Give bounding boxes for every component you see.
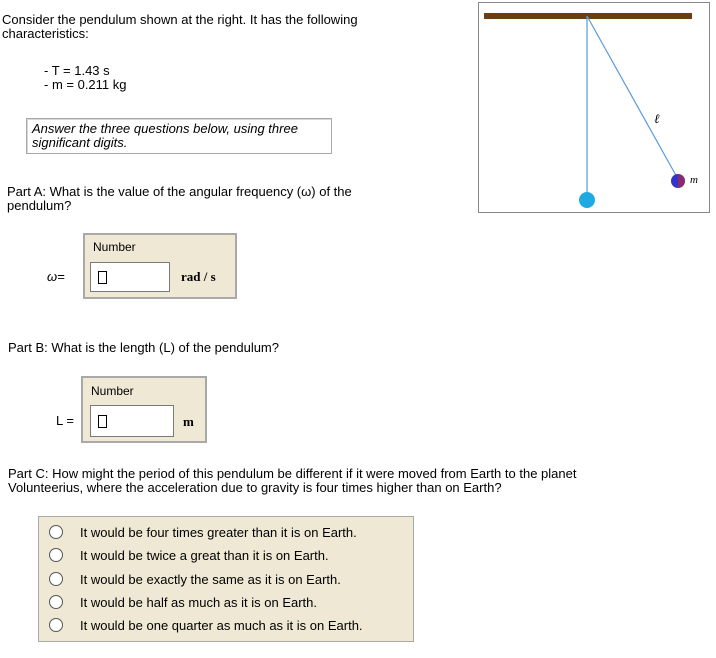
- part-c-question: Part C: How might the period of this pendulum be different if it were moved from Earth to the planet: [8, 466, 577, 481]
- radio-button[interactable]: [49, 548, 63, 562]
- part-b-question-text: What is the length (L) of the pendulum?: [51, 340, 279, 355]
- characteristic-mass: - m = 0.211 kg: [44, 77, 127, 92]
- radio-button[interactable]: [49, 572, 63, 586]
- text-cursor-icon: [98, 271, 107, 284]
- part-a-number-panel: [83, 233, 237, 299]
- swing-bob-accent: [678, 174, 685, 188]
- choice-twice-greater[interactable]: [39, 545, 413, 567]
- choice-label: It would be one quarter as much as it is on Earth.: [80, 618, 363, 633]
- mass-label: m: [690, 174, 698, 186]
- instructions-line-2: significant digits.: [32, 135, 128, 150]
- swing-string: [587, 16, 678, 179]
- length-input[interactable]: [90, 405, 174, 437]
- radio-button[interactable]: [49, 595, 63, 609]
- rest-bob: [579, 192, 595, 208]
- radio-button[interactable]: [49, 525, 63, 539]
- length-variable-label: L =: [56, 413, 74, 428]
- part-b-unit: m: [183, 414, 194, 429]
- characteristic-period: - T = 1.43 s: [44, 63, 110, 78]
- radio-button[interactable]: [49, 618, 63, 632]
- part-a-question: Part A: What is the value of the angular frequency (ω) of the: [7, 184, 352, 199]
- part-a-question-line-2: pendulum?: [7, 198, 72, 213]
- choice-half[interactable]: [39, 592, 413, 614]
- intro-line-1: Consider the pendulum shown at the right. It has the following: [2, 12, 358, 27]
- instructions-box: [26, 118, 332, 154]
- omega-variable-label: ω=: [47, 269, 65, 284]
- choice-same[interactable]: [39, 569, 413, 591]
- part-b-number-caption: Number: [91, 384, 134, 398]
- part-a-unit: rad / s: [181, 269, 216, 284]
- part-c-question-text-1: How might the period of this pendulum be different if it were moved from Earth to the planet: [52, 466, 577, 481]
- part-c-choices-panel: [38, 516, 414, 642]
- part-c-label: Part C: [8, 466, 45, 481]
- choice-label: It would be half as much as it is on Earth.: [80, 595, 318, 610]
- part-b-number-panel: [81, 376, 207, 443]
- text-cursor-icon: [98, 415, 107, 428]
- part-a-label: Part A: [7, 184, 43, 199]
- part-a-question-text-1: What is the value of the angular frequency (ω) of the: [49, 184, 352, 199]
- part-a-number-caption: Number: [93, 240, 136, 254]
- choice-label: It would be four times greater than it is on Earth.: [80, 525, 357, 540]
- length-label: ℓ: [654, 111, 660, 126]
- choice-label: It would be exactly the same as it is on Earth.: [80, 572, 341, 587]
- part-b-question: Part B: What is the length (L) of the pendulum?: [8, 340, 279, 355]
- pendulum-figure: [478, 2, 710, 213]
- choice-four-times-greater[interactable]: [39, 522, 413, 544]
- choice-one-quarter[interactable]: [39, 615, 413, 637]
- part-c-question-line-2: Volunteerius, where the acceleration due to gravity is four times higher than on Earth?: [8, 480, 502, 495]
- part-b-label: Part B: [8, 340, 45, 355]
- omega-input[interactable]: [90, 262, 170, 292]
- choice-label: It would be twice a great than it is on Earth.: [80, 548, 329, 563]
- instructions-line-1: Answer the three questions below, using three: [32, 121, 298, 136]
- intro-line-2: characteristics:: [2, 26, 89, 41]
- pendulum-diagram: [479, 3, 709, 212]
